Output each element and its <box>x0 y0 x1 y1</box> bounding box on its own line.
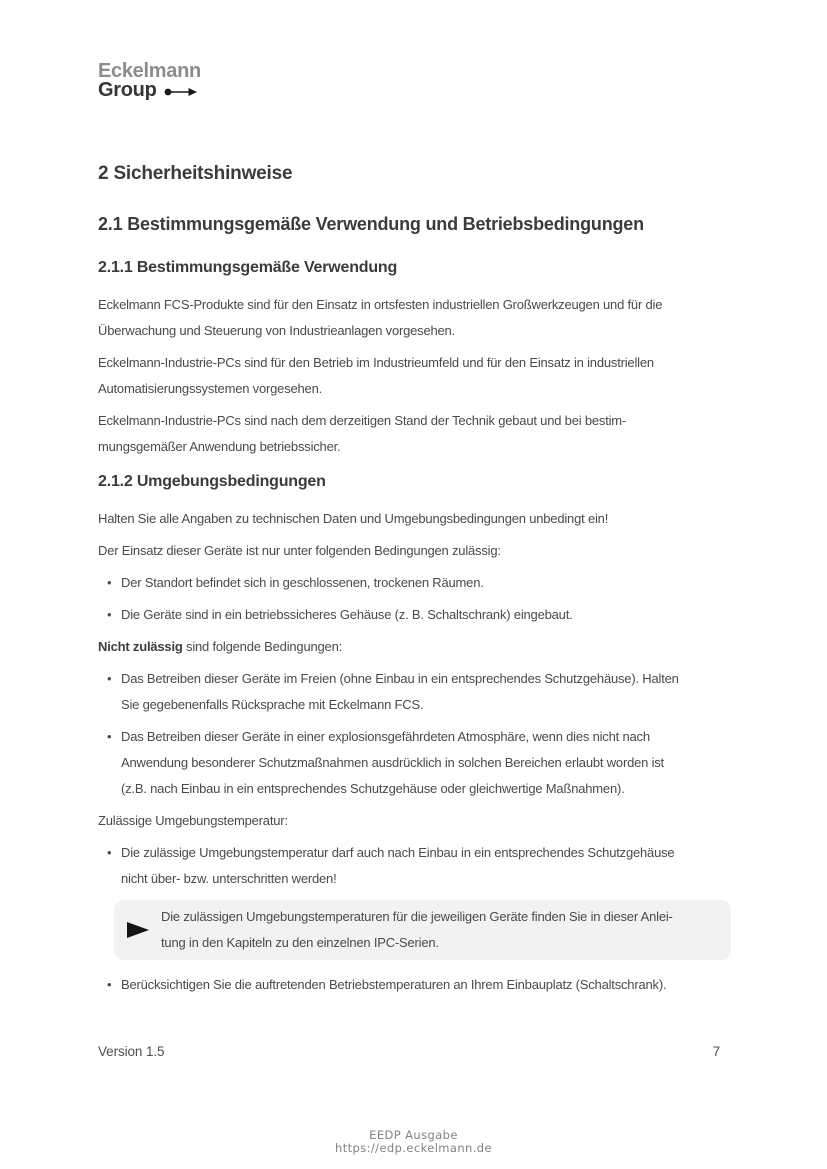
bullet-icon <box>98 724 121 802</box>
bullet-icon <box>98 602 121 628</box>
paragraph-ambient-temperature-intro: Zulässige Umgebungstemperatur: <box>98 813 288 828</box>
list-item <box>98 972 731 998</box>
note-icon-column <box>114 922 161 938</box>
list-item <box>98 840 731 892</box>
page-content <box>98 62 731 1004</box>
page-number: 7 <box>712 1044 720 1059</box>
logo <box>98 62 731 100</box>
watermark <box>0 1129 827 1155</box>
paragraph-industrie-pcs-use: Eckelmann-Industrie-PCs sind für den Betrieb im Industrieumfeld und für den Einsatz in industriellen Automatisierungssystemen vorgesehen. <box>98 355 654 396</box>
list-item-text: Die Geräte sind in ein betriebssicheres Gehäuse (z. B. Schaltschrank) eingebaut. <box>121 607 573 622</box>
version-label: Version 1.5 <box>98 1044 165 1059</box>
list-item-text: Berücksichtigen Sie die auftretenden Betriebstemperaturen an Ihrem Einbauplatz (Schaltschrank). <box>121 977 667 992</box>
list-item <box>98 666 731 718</box>
list-item-text: Das Betreiben dieser Geräte in einer explosionsgefährdeten Atmosphäre, wenn dies nicht nach Anwendung besonderer Schutzmaßnahmen ausdrücklich in solchen Bereichen erlaubt worden ist (z.B. nach Einbau in ein entsprechendes Schutzgehäuse oder gleichwertige Maßnahmen). <box>121 729 664 796</box>
operating-temperature-list <box>98 972 731 998</box>
subsection-heading-intended-use: 2.1.1 Bestimmungsgemäße Verwendung <box>98 259 398 276</box>
list-item-text: Der Standort befindet sich in geschlossenen, trockenen Räumen. <box>121 575 484 590</box>
list-item-text: Das Betreiben dieser Geräte im Freien (ohne Einbau in ein entsprechendes Schutzgehäuse). Halten Sie gegebenenfalls Rücksprache mit Eckelmann FCS. <box>121 671 679 712</box>
logo-wordmark-eckelmann: Eckelmann <box>98 60 201 82</box>
ambient-temperature-list <box>98 840 731 892</box>
section-heading: 2.1 Bestimmungsgemäße Verwendung und Betriebsbedingungen <box>98 214 644 234</box>
paragraph-state-of-the-art: Eckelmann-Industrie-PCs sind nach dem derzeitigen Stand der Technik gebaut und bei bestim- mungsgemäßer Anwendung betriebssicher. <box>98 413 627 454</box>
dot-arrow-right-icon <box>164 86 198 98</box>
bullet-icon <box>98 666 121 718</box>
not-allowed-label: Nicht zulässig <box>98 639 183 654</box>
chapter-heading: 2 Sicherheitshinweise <box>98 163 293 184</box>
bullet-icon <box>98 972 121 998</box>
paragraph-not-allowed-intro <box>98 634 731 660</box>
watermark-edition: EEDP Ausgabe <box>369 1128 458 1142</box>
not-allowed-conditions-list <box>98 666 731 802</box>
bullet-icon <box>98 840 121 892</box>
paragraph-allowed-conditions-intro: Der Einsatz dieser Geräte ist nur unter folgenden Bedingungen zulässig: <box>98 543 501 558</box>
page-footer <box>98 1044 720 1059</box>
list-item <box>98 724 731 802</box>
subsection-heading-ambient-conditions: 2.1.2 Umgebungsbedingungen <box>98 473 326 490</box>
list-item <box>98 602 731 628</box>
note-text: Die zulässigen Umgebungstemperaturen für die jeweiligen Geräte finden Sie in dieser Anlei- tung in den Kapiteln zu den einzelnen IPC-Serien. <box>161 909 673 950</box>
logo-second-line <box>98 81 731 100</box>
paragraph-fcs-products: Eckelmann FCS-Produkte sind für den Einsatz in ortsfesten industriellen Großwerkzeugen und für die Überwachung und Steuerung von Industrieanlagen vorgesehen. <box>98 297 663 338</box>
list-item <box>98 570 731 596</box>
not-allowed-rest: sind folgende Bedingungen: <box>182 639 343 654</box>
paragraph-keep-specs: Halten Sie alle Angaben zu technischen Daten und Umgebungsbedingungen unbedingt ein! <box>98 511 609 526</box>
list-item-text: Die zulässige Umgebungstemperatur darf auch nach Einbau in ein entsprechendes Schutzgehäuse nicht über- bzw. unterschritten werden! <box>121 845 675 886</box>
bullet-icon <box>98 570 121 596</box>
watermark-url: https://edp.eckelmann.de <box>335 1141 492 1155</box>
note-box <box>114 900 731 960</box>
allowed-conditions-list <box>98 570 731 628</box>
arrow-right-icon <box>127 922 149 938</box>
logo-wordmark-group: Group <box>98 79 157 101</box>
